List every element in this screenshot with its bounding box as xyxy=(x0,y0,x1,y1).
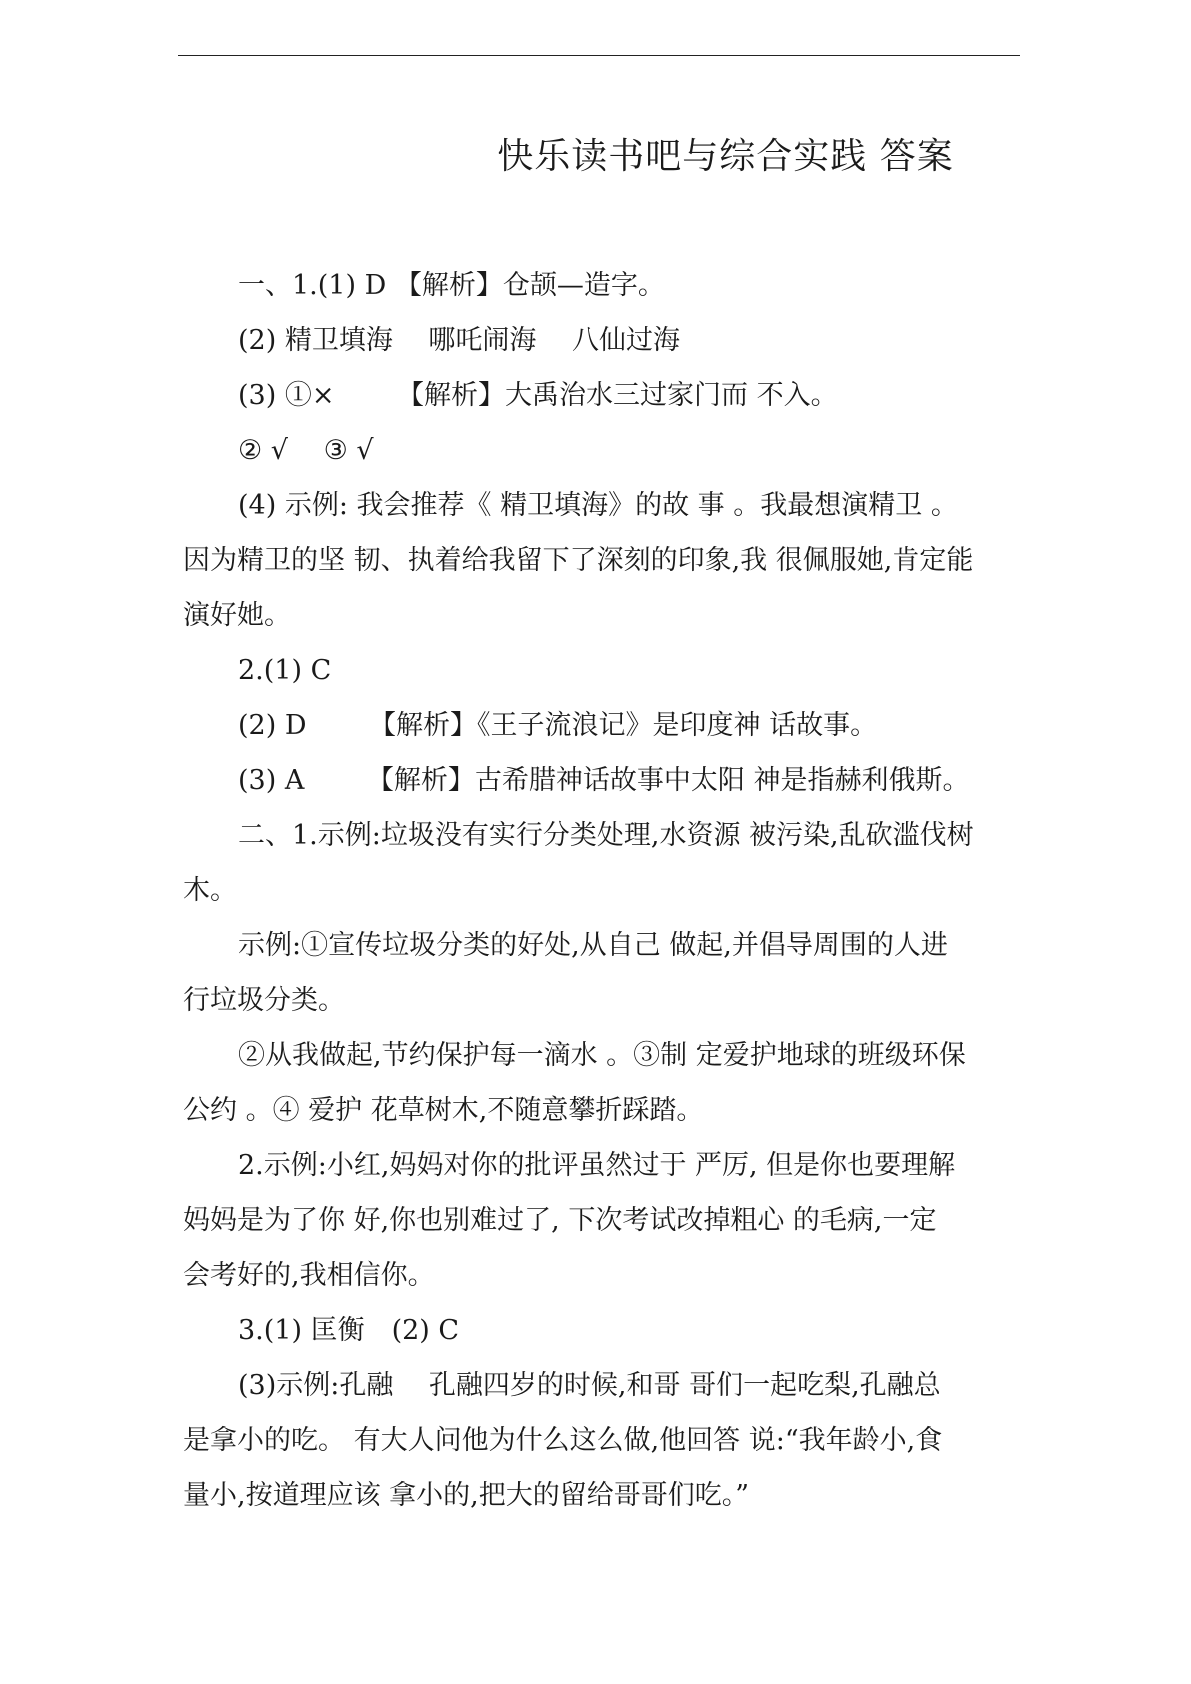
answer-line: 量小,按道理应该 拿小的,把大的留给哥哥们吃。” xyxy=(183,1480,750,1511)
answer-line: (3) ①× 【解析】大禹治水三过家门而 不入。 xyxy=(238,380,838,411)
answer-line: (3)示例:孔融 孔融四岁的时候,和哥 哥们一起吃梨,孔融总 xyxy=(238,1370,941,1401)
answer-line: 3.(1) 匡衡 (2) C xyxy=(238,1315,460,1346)
answer-body xyxy=(183,258,1019,1523)
answer-line: 示例:①宣传垃圾分类的好处,从自己 做起,并倡导周围的人进 xyxy=(238,930,948,961)
answer-line: ② √ ③ √ xyxy=(238,435,374,466)
answer-line: 演好她。 xyxy=(183,600,291,631)
page-title: 快乐读书吧与综合实践 答案 xyxy=(497,136,954,177)
answer-line: 2.(1) C xyxy=(238,655,332,686)
answer-line: (3) A 【解析】古希腊神话故事中太阳 神是指赫利俄斯。 xyxy=(238,765,970,796)
answer-line: (2) D 【解析】《王子流浪记》是印度神 话故事。 xyxy=(238,710,878,741)
answer-line: (4) 示例: 我会推荐《 精卫填海》的故 事 。我最想演精卫 。 xyxy=(238,490,958,521)
header-rule xyxy=(178,55,1020,56)
answer-line: 公约 。④ 爱护 花草树木,不随意攀折踩踏。 xyxy=(183,1095,704,1126)
answer-line: 木。 xyxy=(183,875,237,906)
answer-line: 行垃圾分类。 xyxy=(183,985,345,1016)
answer-line: ②从我做起,节约保护每一滴水 。③制 定爱护地球的班级环保 xyxy=(238,1040,966,1071)
answer-line: (2) 精卫填海 哪吒闹海 八仙过海 xyxy=(238,325,680,356)
answer-line: 会考好的,我相信你。 xyxy=(183,1260,435,1291)
answer-line: 二、1.示例:垃圾没有实行分类处理,水资源 被污染,乱砍滥伐树 xyxy=(238,820,974,851)
answer-line: 2.示例:小红,妈妈对你的批评虽然过于 严厉, 但是你也要理解 xyxy=(238,1150,956,1181)
answer-line: 是拿小的吃。 有大人问他为什么这么做,他回答 说:“我年龄小,食 xyxy=(183,1425,943,1456)
answer-line: 一、1.(1) D 【解析】仓颉—造字。 xyxy=(238,270,665,301)
answer-line: 妈妈是为了你 好,你也别难过了, 下次考试改掉粗心 的毛病,一定 xyxy=(183,1205,937,1236)
answer-line: 因为精卫的坚 韧、执着给我留下了深刻的印象,我 很佩服她,肯定能 xyxy=(183,545,974,576)
